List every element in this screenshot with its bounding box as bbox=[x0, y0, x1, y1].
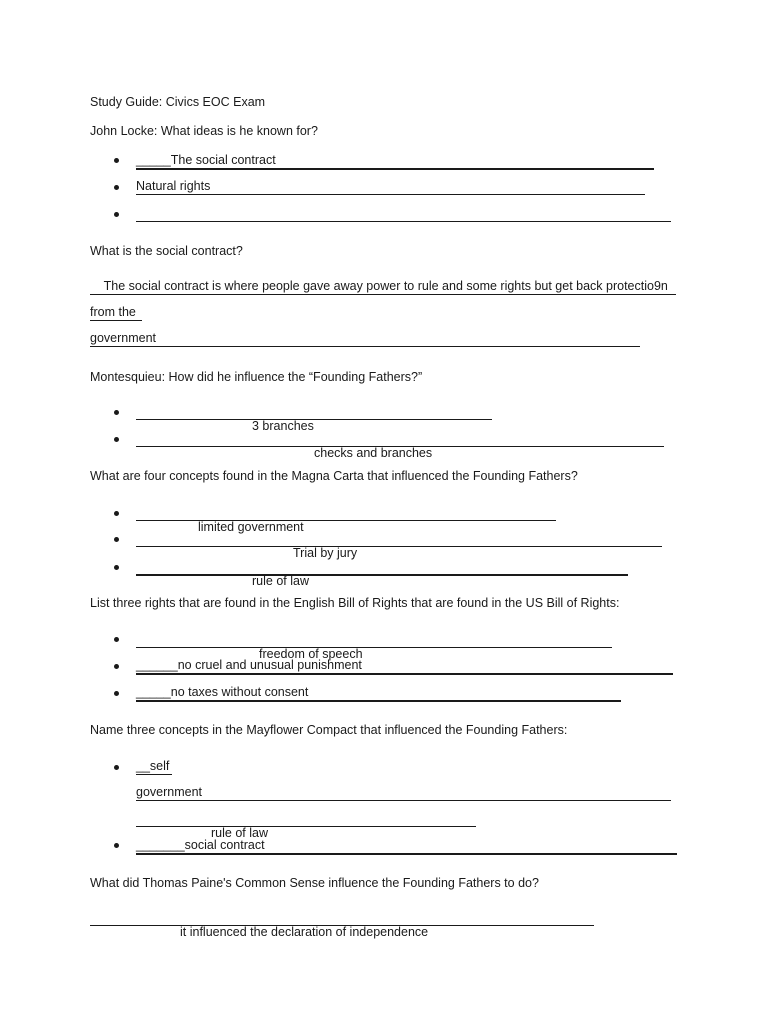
answer-locke-2: Natural rights bbox=[136, 179, 645, 195]
question-locke: John Locke: What ideas is he known for? bbox=[90, 124, 318, 138]
answer-text: rule of law bbox=[252, 574, 309, 588]
answer-locke-1: _____The social contract bbox=[136, 153, 654, 170]
answer-mayflower-1: __self bbox=[136, 759, 173, 773]
question-montesquieu: Montesquieu: How did he influence the “Founding Fathers?” bbox=[90, 370, 423, 384]
answer-text: limited government bbox=[198, 520, 304, 534]
answer-montesquieu-1 bbox=[136, 404, 492, 433]
question-social-contract: What is the social contract? bbox=[90, 244, 243, 258]
answer-social-contract-line-3: government bbox=[90, 331, 640, 347]
bullet bbox=[114, 212, 119, 217]
answer-magna-3 bbox=[136, 559, 628, 588]
answer-locke-3 bbox=[136, 206, 671, 222]
bullet bbox=[114, 158, 119, 163]
bullet bbox=[114, 691, 119, 696]
answer-english-3: _____no taxes without consent bbox=[136, 685, 621, 702]
bullet bbox=[114, 637, 119, 642]
answer-text: freedom of speech bbox=[259, 647, 363, 661]
bullet bbox=[114, 765, 119, 770]
bullet bbox=[114, 664, 119, 669]
answer-text: rule of law bbox=[211, 826, 268, 840]
bullet bbox=[114, 843, 119, 848]
answer-english-2: ______no cruel and unusual punishment bbox=[136, 658, 673, 675]
answer-mayflower-1-cont: government bbox=[136, 785, 671, 801]
answer-magna-1 bbox=[136, 505, 556, 534]
question-paine: What did Thomas Paine's Common Sense influence the Founding Fathers to do? bbox=[90, 876, 539, 890]
bullet bbox=[114, 537, 119, 542]
answer-text: checks and branches bbox=[314, 446, 433, 460]
answer-text: Trial by jury bbox=[293, 546, 358, 560]
answer-montesquieu-2 bbox=[136, 431, 664, 460]
answer-text: it influenced the declaration of independence bbox=[180, 925, 429, 939]
document-title: Study Guide: Civics EOC Exam bbox=[90, 95, 266, 109]
answer-mayflower-2 bbox=[136, 811, 476, 840]
answer-paine bbox=[90, 910, 594, 939]
question-magna-carta: What are four concepts found in the Magna Carta that influenced the Founding Fathers? bbox=[90, 469, 578, 483]
answer-text: 3 branches bbox=[252, 419, 314, 433]
question-mayflower: Name three concepts in the Mayflower Compact that influenced the Founding Fathers: bbox=[90, 723, 568, 737]
answer-social-contract-line-2: from the bbox=[90, 305, 142, 321]
bullet bbox=[114, 185, 119, 190]
bullet bbox=[114, 437, 119, 442]
bullet bbox=[114, 511, 119, 516]
bullet bbox=[114, 410, 119, 415]
answer-mayflower-3: _______social contract bbox=[136, 838, 677, 855]
question-english-bill: List three rights that are found in the English Bill of Rights that are found in the US Bill of Rights: bbox=[90, 596, 620, 610]
answer-english-1 bbox=[136, 632, 612, 661]
answer-social-contract-line-1: The social contract is where people gave away power to rule and some rights but get back protectio9n bbox=[90, 279, 676, 295]
answer-magna-2 bbox=[136, 531, 662, 560]
bullet bbox=[114, 565, 119, 570]
